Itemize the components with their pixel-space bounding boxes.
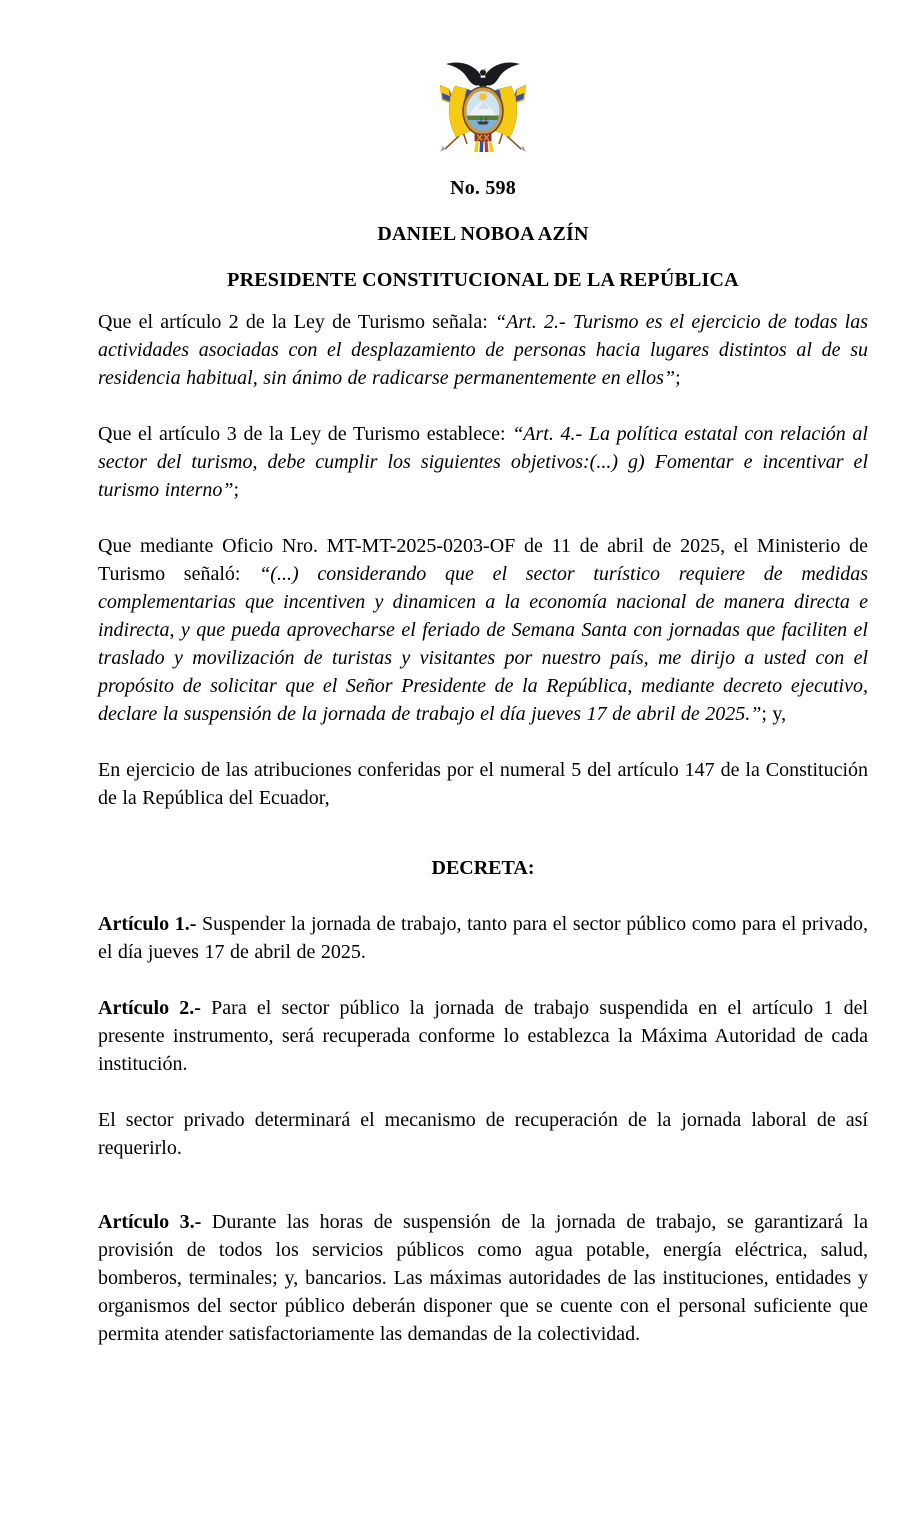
article-label: Artículo 2.- (98, 997, 201, 1019)
condor-icon (446, 62, 520, 88)
considerando-lead: Que mediante Oficio Nro. MT-MT-2025-0203-OF de 11 de abril de 2025, el Ministerio de Turismo señaló: (98, 535, 868, 585)
considerando-lead: Que el artículo 3 de la Ley de Turismo establece: (98, 423, 513, 445)
considerando-tail: ; (233, 479, 240, 501)
article-label: Artículo 3.- (98, 1211, 202, 1233)
decree-number: No. 598 (450, 177, 516, 199)
considerando-quote: “Art. 4.- La política estatal con relación al sector del turismo, debe cumplir los siguientes objetivos:(...) g) Fomentar e incentivar el turismo interno” (98, 423, 868, 501)
article-text: Suspender la jornada de trabajo, tanto para el sector público como para el privado, el día jueves 17 de abril de 2025. (98, 913, 868, 963)
article-label: Artículo 1.- (98, 913, 197, 935)
considerando-paragraph-3 (98, 532, 868, 728)
article-paragraph-1 (98, 910, 868, 966)
article-text: Durante las horas de suspensión de la jornada de trabajo, se garantizará la provisión de todos los servicios públicos como agua potable, energía eléctrica, salud, bomberos, terminales; y, bancarios. Las máximas autoridades de las instituciones, entidades y organismos del sector público deberán disponer que se cuente con el personal suficiente que permita atender satisfactoriamente las demandas de la colectividad. (98, 1211, 868, 1345)
considerando-tail: ; (675, 367, 681, 389)
decree-document-page (0, 58, 924, 1515)
ecuador-coat-of-arms (437, 58, 529, 154)
fasces (475, 134, 491, 141)
considerando-paragraph-1 (98, 308, 868, 392)
article-paragraph-3 (98, 1208, 868, 1348)
considerando-quote: “(...) considerando que el sector turístico requiere de medidas complementarias que incentiven y dinamicen a la economía nacional de manera directa e indirecta, y que pueda aprovecharse el feriado de Semana Santa con jornadas que faciliten el traslado y movilización de turistas y visitantes por nuestro país, me dirijo a usted con el propósito de solicitar que el Señor Presidente de la República, mediante decreto ejecutivo, declare la suspensión de la jornada de trabajo el día jueves 17 de abril de 2025.” (98, 563, 868, 725)
flag-folds (474, 141, 494, 152)
article-text: Para el sector público la jornada de trabajo suspendida en el artículo 1 del presente instrumento, será recuperada conforme lo establezca la Máxima Autoridad de cada institución. (98, 997, 868, 1075)
article-2-private-sector-paragraph (98, 1106, 868, 1162)
considerando-tail: ; y, (761, 703, 787, 725)
article-paragraph-2 (98, 994, 868, 1078)
article-text: El sector privado determinará el mecanismo de recuperación de la jornada laboral de así requerirlo. (98, 1109, 868, 1159)
considerando-paragraph-2 (98, 420, 868, 504)
president-name: DANIEL NOBOA AZÍN (377, 223, 589, 245)
empowerment-paragraph: En ejercicio de las atribuciones conferidas por el numeral 5 del artículo 147 de la Constitución de la República del Ecuador, (98, 759, 868, 809)
considerando-quote: “Art. 2.- Turismo es el ejercicio de todas las actividades asociadas con el desplazamiento de personas hacia lugares distintos al de su residencia habitual, sin ánimo de radicarse permanentemente en ellos” (98, 311, 868, 389)
president-title: PRESIDENTE CONSTITUCIONAL DE LA REPÚBLICA (227, 269, 739, 291)
decreta-heading: DECRETA: (431, 857, 535, 879)
considerando-lead: Que el artículo 2 de la Ley de Turismo señala: (98, 311, 496, 333)
